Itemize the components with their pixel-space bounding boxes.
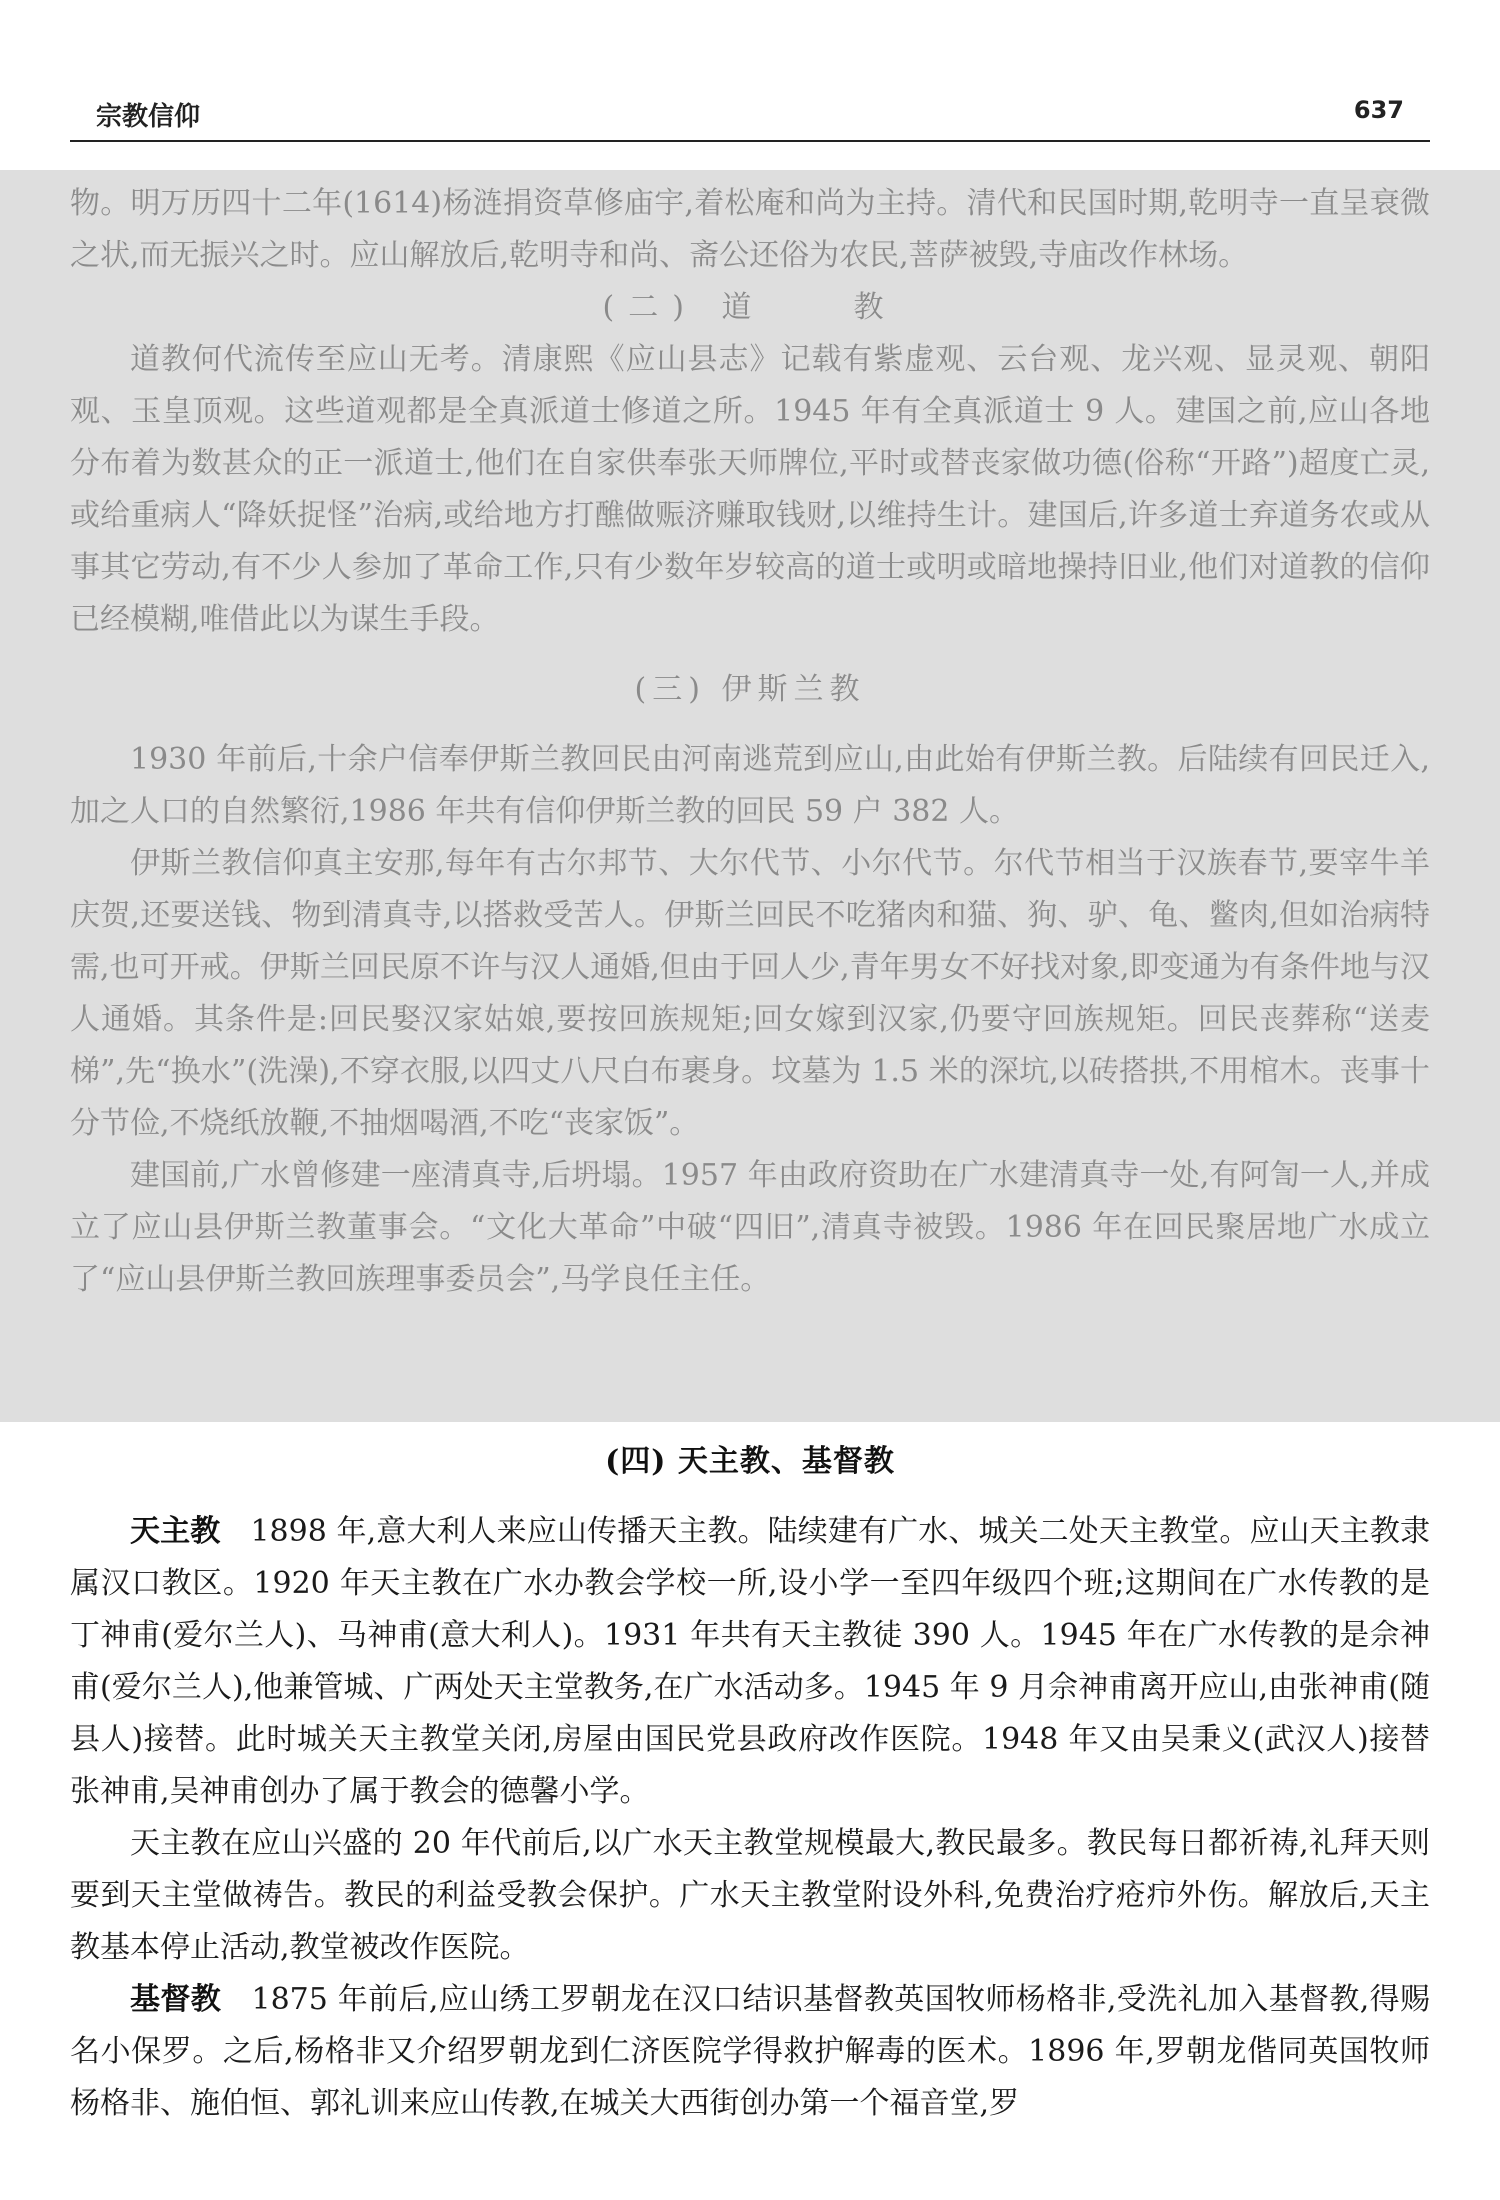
islam-paragraph-3: 建国前,广水曾修建一座清真寺,后坍塌。1957 年由政府资助在广水建清真寺一处,有阿訇一人,并成立了应山县伊斯兰教董事会。“文化大革命”中破“四旧”,清真寺被毁。1986 年在回民聚居地广水成立了“应山县伊斯兰教回族理事委员会”,马学良任主任。 (70, 1158, 1430, 1297)
main-content (70, 1436, 1430, 2130)
protestant-paragraph-1 (70, 1974, 1430, 2130)
running-header (70, 92, 1430, 142)
protestant-paragraph-1-text: 1875 年前后,应山绣工罗朝龙在汉口结识基督教英国牧师杨格非,受洗礼加入基督教,得赐名小保罗。之后,杨格非又介绍罗朝龙到仁济医院学得救护解毒的医术。1896 年,罗朝龙偕同英国牧师杨格非、施伯恒、郭礼训来应山传教,在城关大西街创办第一个福音堂,罗 (70, 1982, 1430, 2121)
islam-paragraph-2: 伊斯兰教信仰真主安那,每年有古尔邦节、大尔代节、小尔代节。尔代节相当于汉族春节,要宰牛羊庆贺,还要送钱、物到清真寺,以搭救受苦人。伊斯兰回民不吃猪肉和猫、狗、驴、龟、鳖肉,但如治病特需,也可开戒。伊斯兰回民原不许与汉人通婚,但由于回人少,青年男女不好找对象,即变通为有条件地与汉人通婚。其条件是:回民娶汉家姑娘,要按回族规矩;回女嫁到汉家,仍要守回族规矩。回民丧葬称“送麦梯”,先“换水”(洗澡),不穿衣服,以四丈八尺白布裹身。坟墓为 1.5 米的深坑,以砖搭拱,不用棺木。丧事十分节俭,不烧纸放鞭,不抽烟喝酒,不吃“丧家饭”。 (70, 846, 1430, 1141)
buddhism-tail-paragraph: 物。明万历四十二年(1614)杨涟捐资草修庙宇,着松庵和尚为主持。清代和民国时期,乾明寺一直呈衰微之状,而无振兴之时。应山解放后,乾明寺和尚、斋公还俗为农民,菩萨被毁,寺庙改作林场。 (70, 186, 1430, 273)
taoism-paragraph: 道教何代流传至应山无考。清康熙《应山县志》记载有紫虚观、云台观、龙兴观、显灵观、朝阳观、玉皇顶观。这些道观都是全真派道士修道之所。1945 年有全真派道士 9 人。建国之前,应山各地分布着为数甚众的正一派道士,他们在自家供奉张天师牌位,平时或替丧家做功德(俗称“开路”)超度亡灵,或给重病人“降妖捉怪”治病,或给地方打醮做赈济赚取钱财,以维持生计。建国后,许多道士弃道务农或从事其它劳动,有不少人参加了革命工作,只有少数年岁较高的道士或明或暗地操持旧业,他们对道教的信仰已经模糊,唯借此以为谋生手段。 (70, 342, 1430, 637)
taoism-heading: (二) 道 教 (602, 290, 898, 325)
faded-content (70, 178, 1430, 1306)
section-gap (70, 646, 1430, 664)
catholic-paragraph-1 (70, 1506, 1430, 1818)
protestant-label: 基督教 (130, 1982, 222, 2017)
catholic-label: 天主教 (130, 1514, 221, 1549)
page-number: 637 (1353, 96, 1404, 124)
catholic-paragraph-2: 天主教在应山兴盛的 20 年代前后,以广水天主教堂规模最大,教民最多。教民每日都祈祷,礼拜天则要到天主堂做祷告。教民的利益受教会保护。广水天主教堂附设外科,免费治疗疮疖外伤。解放后,天主教基本停止活动,教堂被改作医院。 (70, 1826, 1430, 1965)
catholic-paragraph-1-text: 1898 年,意大利人来应山传播天主教。陆续建有广水、城关二处天主教堂。应山天主教隶属汉口教区。1920 年天主教在广水办教会学校一所,设小学一至四年级四个班;这期间在广水传教的是丁神甫(爱尔兰人)、马神甫(意大利人)。1931 年共有天主教徒 390 人。1945 年在广水传教的是佘神甫(爱尔兰人),他兼管城、广两处天主堂教务,在广水活动多。1945 年 9 月佘神甫离开应山,由张神甫(随县人)接替。此时城关天主教堂关闭,房屋由国民党县政府改作医院。1948 年又由吴秉义(武汉人)接替张神甫,吴神甫创办了属于教会的德馨小学。 (70, 1514, 1431, 1809)
islam-heading: (三) 伊斯兰教 (634, 672, 866, 707)
section-title: 宗教信仰 (96, 102, 201, 132)
islam-paragraph-1: 1930 年前后,十余户信奉伊斯兰教回民由河南逃荒到应山,由此始有伊斯兰教。后陆续有回民迁入,加之人口的自然繁衍,1986 年共有信仰伊斯兰教的回民 59 户 382 人。 (70, 742, 1430, 829)
section-gap (70, 716, 1430, 734)
section-gap (70, 1488, 1430, 1506)
christianity-heading: (四) 天主教、基督教 (605, 1444, 895, 1479)
